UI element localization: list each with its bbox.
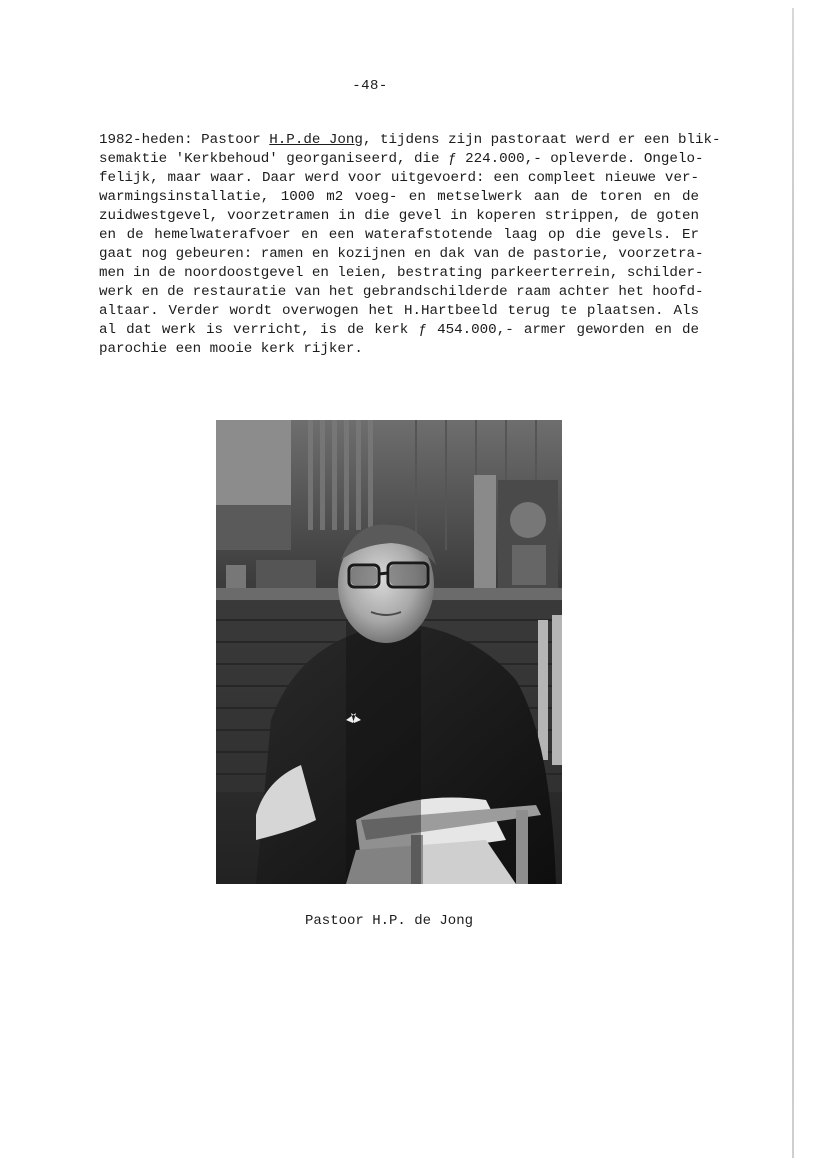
portrait-illustration: [216, 420, 562, 884]
paragraph-line: altaar. Verder wordt overwogen het H.Hartbeeld terug te plaatsen. Als: [99, 303, 699, 319]
paragraph-line: en de hemelwaterafvoer en een waterafstotende laag op die gevels. Er: [99, 227, 699, 243]
line-text: , tijdens zijn pastoraat werd er een blik-: [362, 132, 721, 148]
page-number: -48-: [352, 78, 388, 94]
paragraph-line: parochie een mooie kerk rijker.: [99, 341, 363, 357]
page-edge: [792, 8, 794, 1158]
paragraph-line: [99, 131, 721, 150]
paragraph-line: gaat nog gebeuren: ramen en kozijnen en dak van de pastorie, voorzetra-: [99, 246, 704, 262]
paragraph-line: men in de noordoostgevel en leien, bestrating parkeerterrein, schilder-: [99, 265, 704, 281]
pastor-name-underlined: H.P.de Jong: [269, 132, 363, 148]
paragraph-line: zuidwestgevel, voorzetramen in die gevel in koperen strippen, de goten: [99, 208, 699, 224]
portrait-photo: [216, 420, 562, 884]
photo-caption: Pastoor H.P. de Jong: [304, 913, 474, 929]
paragraph-line: semaktie 'Kerkbehoud' georganiseerd, die ƒ 224.000,- opleverde. Ongelo-: [99, 151, 704, 167]
body-paragraph: [99, 131, 721, 359]
paragraph-line: al dat werk is verricht, is de kerk ƒ 454.000,- armer geworden en de: [99, 322, 699, 338]
line-text: 1982-heden: Pastoor: [99, 132, 270, 148]
paragraph-line: warmingsinstallatie, 1000 m2 voeg- en metselwerk aan de toren en de: [99, 189, 699, 205]
paragraph-line: werk en de restauratie van het gebrandschilderde raam achter het hoofd-: [99, 284, 704, 300]
paragraph-line: felijk, maar waar. Daar werd voor uitgevoerd: een compleet nieuwe ver-: [99, 170, 699, 186]
